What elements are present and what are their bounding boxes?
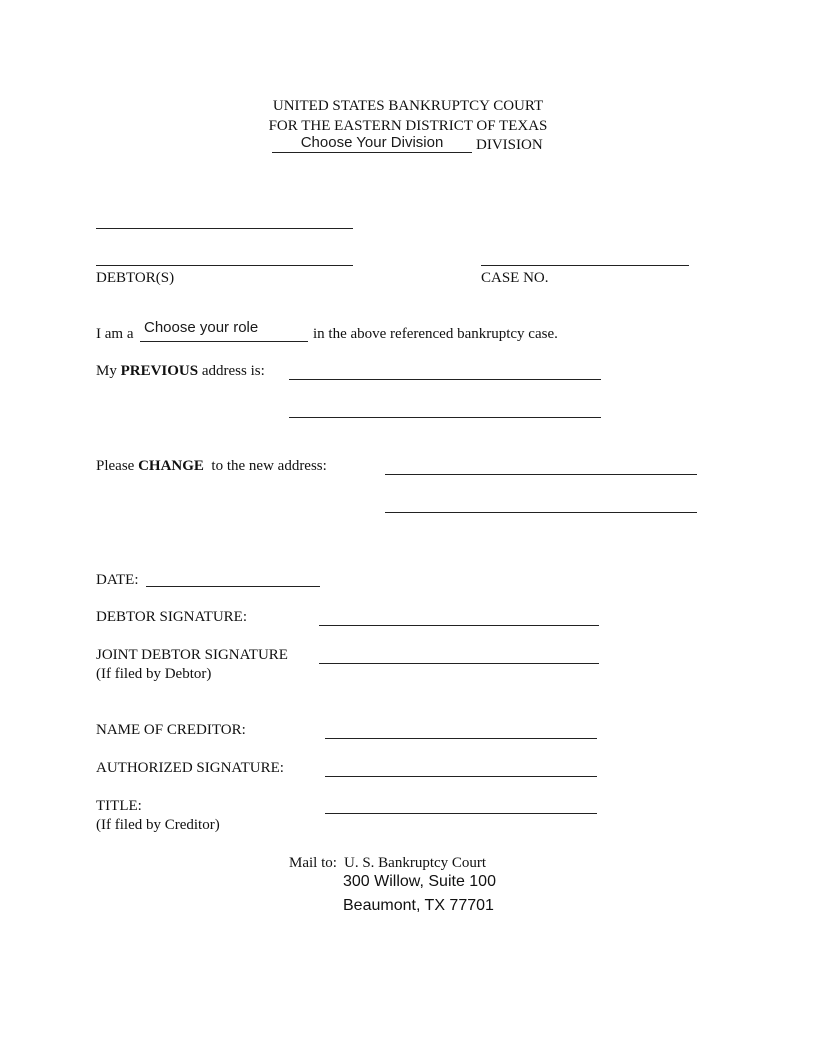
- joint-debtor-signature-label: JOINT DEBTOR SIGNATURE: [96, 647, 288, 663]
- division-select[interactable]: [272, 135, 472, 153]
- debtors-label: DEBTOR(S): [96, 270, 175, 286]
- joint-debtor-signature-field[interactable]: [319, 646, 599, 664]
- creditor-name-label: NAME OF CREDITOR:: [96, 722, 246, 738]
- division-suffix: DIVISION: [476, 137, 543, 153]
- authorized-signature-field[interactable]: [325, 759, 597, 777]
- title-field[interactable]: [325, 796, 597, 814]
- filed-by-creditor-note: (If filed by Creditor): [96, 817, 220, 833]
- debtor-signature-field[interactable]: [319, 608, 599, 626]
- new-address-label: Please CHANGE to the new address:: [96, 458, 327, 474]
- case-number-field[interactable]: [481, 248, 689, 266]
- role-select-value: Choose your role: [144, 319, 259, 336]
- date-label: DATE:: [96, 572, 139, 588]
- creditor-name-field[interactable]: [325, 721, 597, 739]
- filed-by-debtor-note: (If filed by Debtor): [96, 666, 212, 682]
- previous-address-field-2[interactable]: [289, 400, 601, 418]
- authorized-signature-label: AUTHORIZED SIGNATURE:: [96, 760, 284, 776]
- division-select-value: Choose Your Division: [300, 134, 444, 151]
- case-no-label: CASE NO.: [481, 270, 549, 286]
- title-label: TITLE:: [96, 798, 142, 814]
- district-title: FOR THE EASTERN DISTRICT OF TEXAS: [268, 118, 548, 134]
- role-select[interactable]: [140, 319, 308, 342]
- court-title: UNITED STATES BANKRUPTCY COURT: [272, 98, 544, 114]
- role-prefix: I am a: [96, 326, 134, 342]
- date-field[interactable]: [146, 569, 320, 587]
- role-suffix: in the above referenced bankruptcy case.: [313, 326, 558, 342]
- mail-to-line-2: 300 Willow, Suite 100: [343, 873, 496, 890]
- debtor-name-field-1[interactable]: [96, 211, 353, 229]
- previous-address-field-1[interactable]: [289, 362, 601, 380]
- new-address-field-1[interactable]: [385, 457, 697, 475]
- mail-to-label: Mail to:: [289, 855, 337, 871]
- mail-to-line-1: U. S. Bankruptcy Court: [344, 855, 487, 871]
- new-address-field-2[interactable]: [385, 495, 697, 513]
- mail-to-line-3: Beaumont, TX 77701: [343, 897, 494, 914]
- debtor-name-field-2[interactable]: [96, 248, 353, 266]
- debtor-signature-label: DEBTOR SIGNATURE:: [96, 609, 247, 625]
- previous-address-label: My PREVIOUS address is:: [96, 363, 265, 379]
